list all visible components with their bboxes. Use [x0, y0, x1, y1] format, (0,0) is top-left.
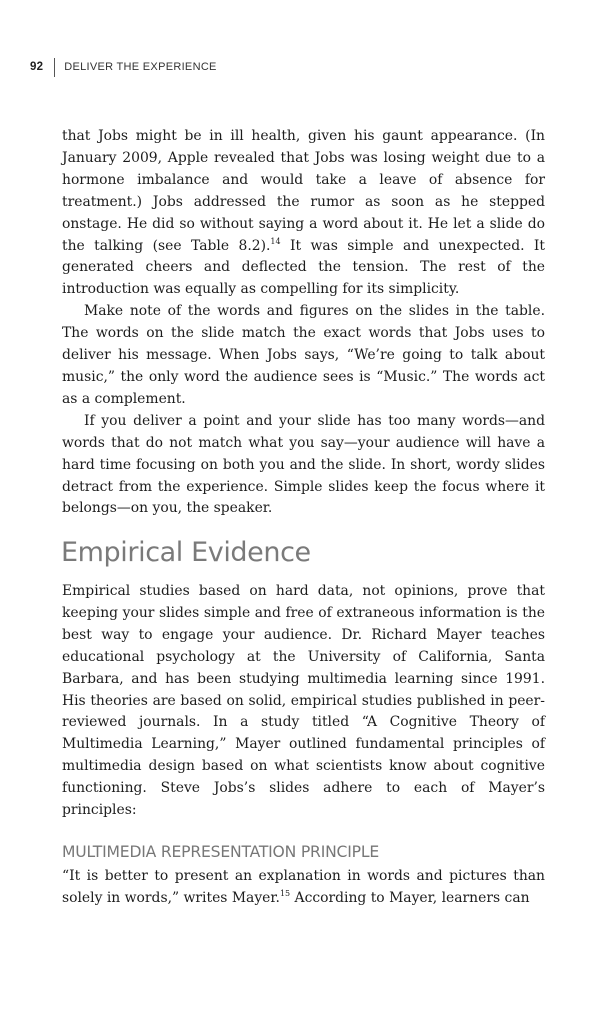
footnote-ref: 14 [270, 236, 281, 246]
footnote-ref: 15 [279, 888, 291, 898]
running-head [30, 57, 217, 77]
paragraph: Empirical studies based on hard data, not opinions, prove that keeping your slides simple and free of extraneous information is the best way to engage your audience. Dr. Richard Mayer teaches educational psychology at the University of California, Santa Barbara, and has been studying multimedia learning since 1991. His theories are based on solid, empirical studies published in peer-reviewed journals. In a study titled “A Cognitive Theory of Multimedia Learning,” Mayer outlined fundamental principles of multimedia design based on what scientists know about cognitive functioning. Steve Jobs’s slides adhere to each of Mayer’s principles: [62, 583, 545, 819]
paragraph: If you deliver a point and your slide has too many words—and words that do not match what you say—your audience will have a hard time focusing on both you and the slide. In short, wordy slides detract from the experience. Simple slides keep the focus where it belongs—on you, the speaker. [62, 412, 545, 517]
body-text-top [62, 126, 545, 520]
paragraph-text: According to Mayer, learners can [290, 889, 530, 906]
paragraph [62, 866, 545, 910]
section-body [62, 581, 545, 822]
subsection-body [62, 866, 545, 910]
section-heading: Empirical Evidence [61, 537, 311, 568]
paragraph-continuation [62, 126, 545, 301]
paragraph: Make note of the words and figures on the slides in the table. The words on the slide match the exact words that Jobs uses to deliver his message. When Jobs says, “We’re going to talk about music,” the only word the audience sees is “Music.” The words act as a complement. [62, 303, 545, 407]
paragraph-text: that Jobs might be in ill health, given his gaunt appearance. (In January 2009, Apple revealed that Jobs was losing weight due to a hormone imbalance and would take a leave of absence for treatment.) Jobs addressed the rumor as soon as he stepped onstage. He did so without saying a word about it. He let a slide do the talking (see Table 8.2). [62, 128, 545, 254]
page-number: 92 [30, 61, 44, 73]
running-title: DELIVER THE EXPERIENCE [64, 61, 217, 73]
paragraph-text: “It is better to present an explanation in words and pictures than solely in words,” writes Mayer. [62, 868, 545, 906]
subsection-heading: MULTIMEDIA REPRESENTATION PRINCIPLE [62, 843, 379, 861]
paragraph-text: It was simple and unexpected. It generated cheers and deflected the tension. The rest of the introduction was equally as compelling for its simplicity. [62, 237, 545, 298]
header-divider [54, 58, 55, 77]
